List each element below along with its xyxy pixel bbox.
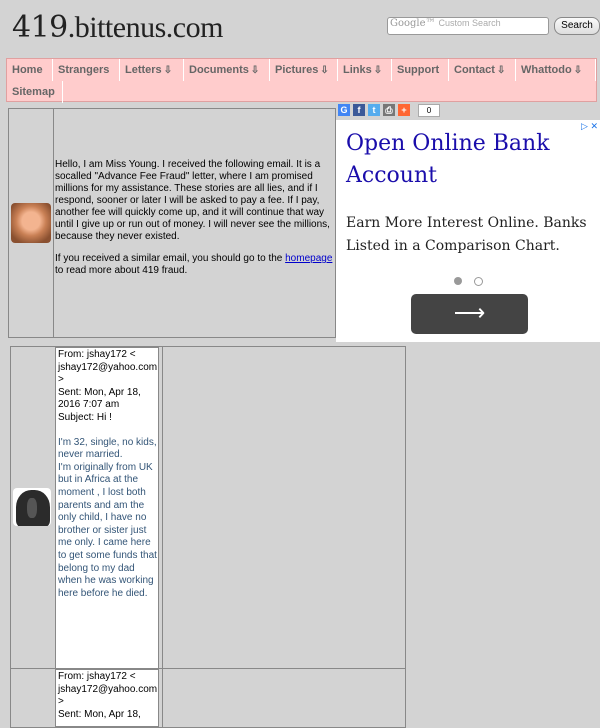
- email-sent: Sent: Mon, Apr 18,: [58, 708, 141, 720]
- nav-label: Contact: [454, 64, 495, 76]
- adchoices-icon[interactable]: ▷ ✕: [581, 121, 598, 131]
- sender-avatar-cell: [11, 669, 56, 727]
- nav-label: Strangers: [58, 64, 110, 76]
- arrow-down-icon: ⇩: [496, 65, 506, 76]
- nav-home[interactable]: [7, 59, 53, 81]
- email-body: [55, 669, 159, 727]
- sender-avatar-cell: [11, 347, 56, 669]
- nav-strangers[interactable]: [53, 59, 120, 81]
- plus-icon[interactable]: +: [398, 104, 410, 116]
- email-empty-cell: [162, 347, 405, 669]
- nav-label: Whattodo: [521, 64, 572, 76]
- nav-pictures[interactable]: [270, 59, 338, 81]
- twitter-icon[interactable]: t: [368, 104, 380, 116]
- arrow-down-icon: ⇩: [250, 65, 260, 76]
- nav-contact[interactable]: [449, 59, 516, 81]
- logo-number: 419: [12, 10, 68, 45]
- nav-whattodo[interactable]: [516, 59, 596, 81]
- carousel-dot[interactable]: [474, 277, 483, 286]
- nav-sitemap[interactable]: [7, 81, 63, 103]
- nav-label: Documents: [189, 64, 249, 76]
- nav-letters[interactable]: [120, 59, 184, 81]
- arrow-down-icon: ⇩: [573, 65, 583, 76]
- nav-label: Support: [397, 64, 440, 76]
- nav-label: Home: [12, 64, 43, 76]
- facebook-icon[interactable]: f: [353, 104, 365, 116]
- intro-text-before: If you received a similar email, you should go to the: [55, 253, 286, 264]
- nav-label: Links: [343, 64, 372, 76]
- email-sent: Sent: Mon, Apr 18, 2016 7:07 am: [58, 386, 141, 411]
- nav-support[interactable]: [392, 59, 449, 81]
- share-count: 0: [418, 104, 440, 117]
- email-from: From: jshay172 < jshay172@yahoo.com >: [58, 349, 158, 386]
- google-icon[interactable]: G: [338, 104, 350, 116]
- search-input[interactable]: [387, 17, 549, 35]
- main-nav: [6, 58, 597, 102]
- arrow-down-icon: ⇩: [373, 65, 383, 76]
- avatar: [11, 203, 51, 243]
- intro-box: [8, 108, 336, 338]
- search-button[interactable]: Search: [554, 17, 600, 35]
- search-placeholder: Custom Search: [438, 18, 501, 28]
- email-message: [10, 668, 406, 728]
- nav-label: Sitemap: [12, 86, 55, 98]
- homepage-link[interactable]: homepage: [285, 253, 333, 264]
- arrow-down-icon: ⇩: [163, 65, 173, 76]
- nav-label: Letters: [125, 64, 162, 76]
- intro-text-after: to read more about 419 fraud.: [55, 265, 188, 276]
- ad-title[interactable]: Open Online Bank Account: [346, 131, 550, 188]
- nav-label: Pictures: [275, 64, 319, 76]
- google-brand: Google™: [390, 18, 436, 29]
- logo-domain: .bittenus.com: [67, 11, 223, 44]
- email-message-text: I'm 32, single, no kids, never married. I'm originally from UK but in Africa at the moment , I lost both parents and am the only child, I have no brother or sister just me only. I came here to get some funds that belong to my dad when he was working here before he died.: [58, 436, 157, 599]
- email-subject: Subject: Hi !: [58, 411, 112, 423]
- arrow-down-icon: ⇩: [320, 65, 329, 76]
- nav-documents[interactable]: [184, 59, 270, 81]
- intro-paragraph: Hello, I am Miss Young. I received the following email. It is a socalled "Advance Fee Fraud" letter, where I am promised millions for my assistance. These stories are all lies, and if I respond, sooner or later I will be asked to pay a fee. If I pay, another fee will quickly come up, and it will continue that way until I give up or run out of money. I will never see the millions, because they never existed.: [55, 159, 330, 242]
- site-logo[interactable]: [12, 10, 223, 45]
- intro-paragraph-2: [55, 253, 335, 277]
- nav-links[interactable]: [338, 59, 392, 81]
- intro-avatar-cell: [9, 109, 54, 337]
- print-icon[interactable]: ⎙: [383, 104, 395, 116]
- intro-text: [55, 159, 335, 287]
- email-empty-cell: [162, 669, 405, 727]
- avatar: [13, 488, 51, 526]
- carousel-dot-active[interactable]: [454, 277, 462, 285]
- site-header: [0, 0, 600, 58]
- email-from: From: jshay172 < jshay172@yahoo.com >: [58, 671, 158, 708]
- email-body: [55, 347, 159, 669]
- ad-description: Earn More Interest Online. Banks Listed in a Comparison Chart.: [346, 215, 587, 254]
- ad-banner[interactable]: [336, 120, 600, 342]
- email-message: [10, 346, 406, 670]
- ad-arrow-button[interactable]: ⟶: [411, 294, 528, 334]
